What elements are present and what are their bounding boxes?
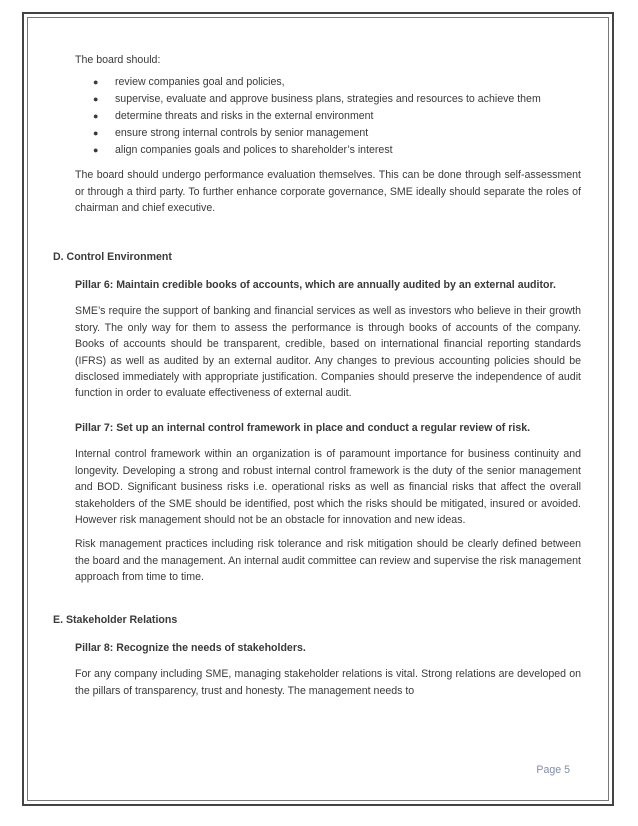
bullet-icon: ●	[93, 77, 99, 88]
pillar-8-title: Pillar 8: Recognize the needs of stakeholders.	[75, 641, 306, 654]
pillar-7-title: Pillar 7: Set up an internal control framework in place and conduct a regular review of risk.	[75, 421, 531, 434]
list-item: ● review companies goal and policies,	[115, 74, 581, 91]
section-e-heading: E. Stakeholder Relations	[53, 613, 178, 626]
pillar-7-text-1: Internal control framework within an organization is of paramount importance for business continuity and longevity. Developing a strong and robust internal control framework is the duty of the senior management and BOD. Significant business risks i.e. operational risks as well as financial risks that affect the overall stakeholders of the SME should be identified, post which the risks should be mitigated, insured or avoided. However risk management should not be an obstacle for innovation and new ideas.	[75, 448, 581, 526]
list-item: ● align companies goals and polices to shareholder’s interest	[115, 142, 581, 159]
bullet-icon: ●	[93, 145, 99, 156]
pillar-6-text: SME’s require the support of banking and financial services as well as investors who believe in their growth story. The only way for them to assess the performance is through books of accounts of the company. Books of accounts should be transparent, credible, based on international financial reporting standards (IFRS) as well as audited by an external auditor. Any changes to previous accounting policies should be disclosed immediately with appropriate justification. Companies should preserve the independence of audit function in order to evaluate effectiveness of external audit.	[75, 305, 581, 400]
page-number: Page 5	[536, 764, 570, 776]
pillar-6-title: Pillar 6: Maintain credible books of accounts, which are annually audited by an external auditor.	[75, 279, 556, 292]
bullet-icon: ●	[93, 111, 99, 122]
pillar-8-text: For any company including SME, managing stakeholder relations is vital. Strong relations are developed on the pillars of transparency, trust and honesty. The management needs to	[75, 668, 581, 697]
list-item: ● determine threats and risks in the external environment	[115, 108, 581, 125]
list-item: ● supervise, evaluate and approve business plans, strategies and resources to achieve them	[115, 91, 581, 108]
intro-text: The board should:	[75, 54, 161, 66]
board-evaluation-paragraph: The board should undergo performance evaluation themselves. This can be done through self-assessment or through a third party. To further enhance corporate governance, SME ideally should separate the roles of chairman and chief executive.	[75, 169, 581, 215]
board-duties-list	[75, 74, 581, 159]
section-d-heading: D. Control Environment	[53, 250, 172, 263]
bullet-icon: ●	[93, 128, 99, 139]
document-body	[53, 52, 581, 707]
list-item: ● ensure strong internal controls by senior management	[115, 125, 581, 142]
pillar-7-text-2: Risk management practices including risk tolerance and risk mitigation should be clearly defined between the board and the management. An internal audit committee can review and supervise the risk management approach from time to time.	[75, 538, 581, 584]
bullet-icon: ●	[93, 94, 99, 105]
